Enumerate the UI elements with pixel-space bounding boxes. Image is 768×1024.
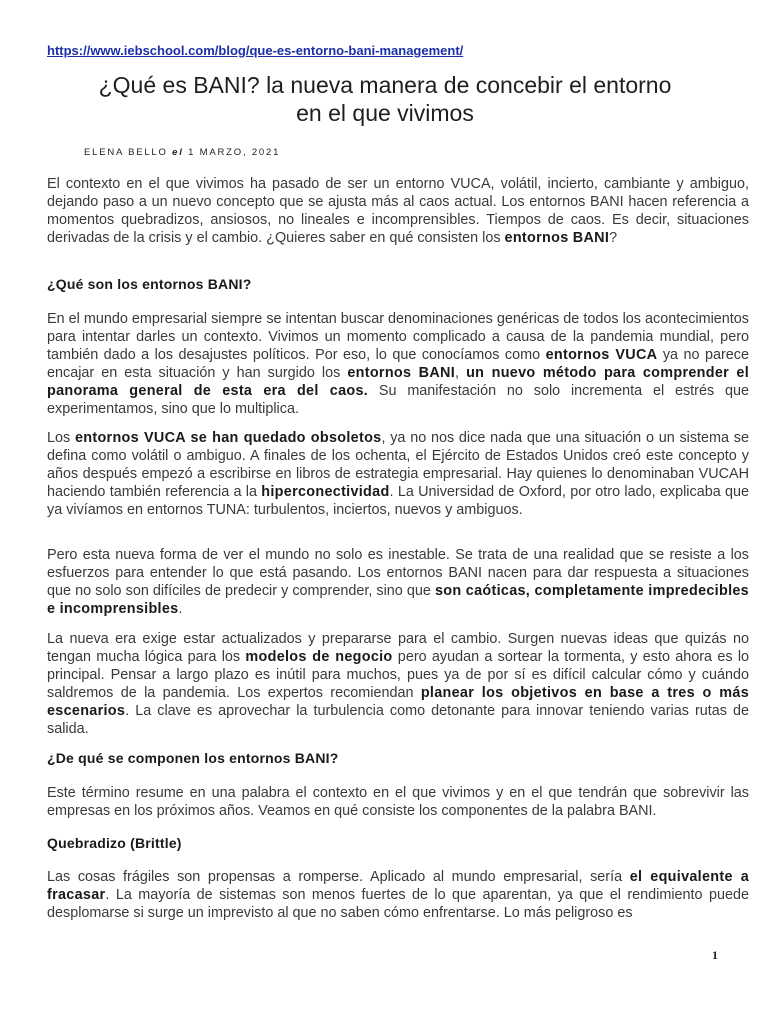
byline-author: ELENA BELLO — [84, 147, 168, 158]
p2-bold-2: hiperconectividad — [261, 484, 390, 500]
source-url-link[interactable]: https://www.iebschool.com/blog/que-es-entorno-bani-management/ — [47, 43, 464, 58]
p4-bold-1: modelos de negocio — [245, 649, 393, 665]
byline — [84, 147, 280, 158]
p4-bold-2: planear los objetivos en base a tres o más escenarios — [47, 685, 749, 719]
p6-text-2: . La mayoría de sistemas son menos fuertes de lo que aparentan, ya que el rendimiento puede desplomarse si surge un imprevisto al que no saben cómo enfrentarse. Lo más peligroso es — [47, 887, 749, 921]
section-heading-what-are: ¿Qué son los entornos BANI? — [47, 276, 252, 292]
paragraph-2 — [47, 429, 749, 519]
p4-text-3: . La clave es aprovechar la turbulencia como detonante para innovar teniendo varias rutas de salida. — [47, 703, 749, 737]
p2-text-1: Los — [47, 430, 75, 446]
p2-text-3: . La Universidad de Oxford, por otro lado, explicaba que ya vivíamos en entornos TUNA: turbulentos, inciertos, nuevos y ambiguos. — [47, 484, 750, 518]
page-number: 1 — [712, 948, 718, 962]
p4-text-2: pero ayudan a sortear la tormenta, y esto ahora es lo principal. Pensar a largo plazo es inútil para muchos, pues ya de por sí es difícil calcular cómo y cuándo saldremos de la pandemia. Los expertos recomiendan — [47, 649, 750, 701]
paragraph-4 — [47, 630, 749, 738]
article-title — [40, 71, 730, 127]
paragraph-3 — [47, 546, 749, 618]
section-heading-brittle: Quebradizo (Brittle) — [47, 835, 182, 851]
paragraph-1 — [47, 310, 749, 418]
section-heading-components: ¿De qué se componen los entornos BANI? — [47, 750, 339, 766]
paragraph-5: Este término resume en una palabra el contexto en el que vivimos y en el que tendrán que sobrevivir las empresas en los próximos años. Veamos en qué consiste los componentes de la palabra BANI. — [47, 785, 749, 819]
p1-bold-2: entornos BANI — [347, 365, 456, 381]
p3-text-1: Pero esta nueva forma de ver el mundo no solo es inestable. Se trata de una realidad que se resiste a los esfuerzos para entender lo que está pasando. Los entornos BANI nacen para dar respuesta a situaciones que no solo son difíciles de predecir y comprender, sino que — [47, 547, 749, 599]
p6-bold-1: el equivalente a fracasar — [47, 869, 749, 903]
p2-text-2: , ya no nos dice nada que una situación o un sistema se defina como volátil o ambiguo. A finales de los ochenta, el Ejército de Estados Unidos creó este concepto y años después empezó a escribirse en libros de estrategia empresarial. Hay quienes lo denominaban VUCAH haciendo también referencia a la — [47, 430, 750, 500]
p2-bold-1: entornos VUCA se han quedado obsoletos — [74, 430, 382, 446]
p4-text-1: La nueva era exige estar actualizados y prepararse para el cambio. Surgen nuevas ideas que quizás no tengan mucha lógica para los — [47, 631, 749, 665]
p1-bold-3: un nuevo método para comprender el panorama general de esta era del caos. — [47, 365, 749, 399]
byline-date: 1 MARZO, 2021 — [188, 147, 281, 158]
p1-bold-1: entornos VUCA — [545, 347, 658, 363]
p1-text-4: Su manifestación no solo incrementa el estrés que experimentamos, sino que lo multiplica. — [47, 383, 749, 417]
article-title-line-1: ¿Qué es BANI? la nueva manera de concebir el entorno — [98, 72, 672, 98]
p3-text-2: . — [178, 601, 183, 617]
p1-text-3: , — [455, 365, 467, 381]
intro-bold: entornos BANI — [504, 230, 610, 246]
intro-text: El contexto en el que vivimos ha pasado de ser un entorno VUCA, volátil, incierto, cambiante y ambiguo, dejando paso a un nuevo concepto que se ajusta más al caos actual. Los entornos BANI hacen referencia a momentos quebradizos, ansiosos, no lineales e incomprensibles. Tiempos de caos. Es decir, situaciones derivadas de la crisis y el cambio. ¿Quieres saber en qué consisten los — [47, 176, 749, 246]
p1-text-2: ya no parece encajar en esta situación y han surgido los — [47, 347, 750, 381]
paragraph-6 — [47, 868, 749, 922]
article-title-line-2: en el que vivimos — [296, 100, 474, 126]
p6-text-1: Las cosas frágiles son propensas a romperse. Aplicado al mundo empresarial, sería — [47, 869, 630, 885]
intro-end: ? — [609, 230, 618, 246]
p1-text-1: En el mundo empresarial siempre se intentan buscar denominaciones genéricas de todos los acontecimientos para intentar darles un contexto. Vivimos un momento complicado a causa de la pandemia mundial, pero también dado a los desajustes políticos. Por eso, lo que conocíamos como — [47, 311, 749, 363]
intro-paragraph — [47, 175, 749, 247]
byline-connector: el — [172, 147, 184, 158]
p3-bold-1: son caóticas, completamente impredecibles e incomprensibles — [47, 583, 749, 617]
